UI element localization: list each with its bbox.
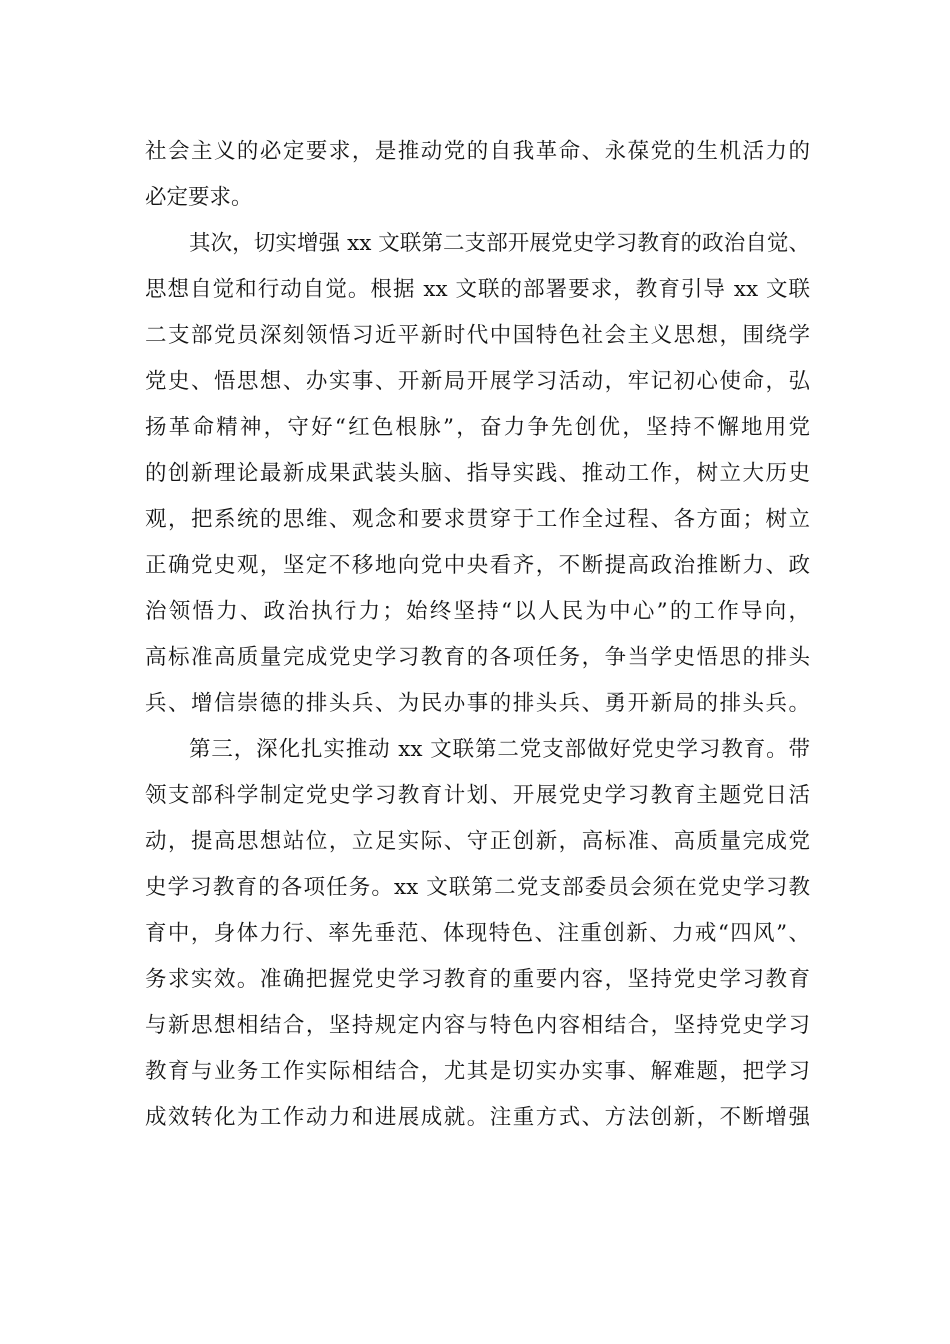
text-line: 社会主义的必定要求，是推动党的自我革命、永葆党的生机活力的 [145,139,810,164]
text-line: 史学习教育的各项任务。xx 文联第二党支部委员会须在党史学习教 [145,875,810,900]
text-line: 正确党史观，坚定不移地向党中央看齐，不断提高政治推断力、政 [145,553,810,578]
text-line: 兵、增信崇德的排头兵、为民办事的排头兵、勇开新局的排头兵。 [145,691,810,716]
text-line: 与新思想相结合，坚持规定内容与特色内容相结合，坚持党史学习 [145,1013,810,1038]
text-line: 高标准高质量完成党史学习教育的各项任务，争当学史悟思的排头 [145,645,810,670]
text-line: 动，提高思想站位，立足实际、守正创新，高标准、高质量完成党 [145,829,810,854]
text-line: 党史、悟思想、办实事、开新局开展学习活动，牢记初心使命，弘 [145,369,810,394]
document-body [145,129,810,1141]
text-line: 务求实效。准确把握党史学习教育的重要内容，坚持党史学习教育 [145,967,810,992]
text-line: 育中，身体力行、率先垂范、体现特色、注重创新、力戒“四风”、 [145,921,810,946]
text-line: 教育与业务工作实际相结合，尤其是切实办实事、解难题，把学习 [145,1059,810,1084]
text-line: 领支部科学制定党史学习教育计划、开展党史学习教育主题党日活 [145,783,810,808]
text-line: 第三，深化扎实推动 xx 文联第二党支部做好党史学习教育。带 [189,737,810,762]
text-line: 成效转化为工作动力和进展成就。注重方式、方法创新，不断增强 [145,1105,810,1130]
text-line: 必定要求。 [145,185,253,210]
text-line: 扬革命精神，守好“红色根脉”，奋力争先创优，坚持不懈地用党 [145,415,810,440]
text-line: 治领悟力、政治执行力；始终坚持“以人民为中心”的工作导向， [145,599,810,624]
text-line: 二支部党员深刻领悟习近平新时代中国特色社会主义思想，围绕学 [145,323,810,348]
text-line: 思想自觉和行动自觉。根据 xx 文联的部署要求，教育引导 xx 文联 [145,277,810,302]
text-line: 的创新理论最新成果武装头脑、指导实践、推动工作，树立大历史 [145,461,810,486]
text-line: 其次，切实增强 xx 文联第二支部开展党史学习教育的政治自觉、 [189,231,810,256]
text-line: 观，把系统的思维、观念和要求贯穿于工作全过程、各方面；树立 [145,507,810,532]
